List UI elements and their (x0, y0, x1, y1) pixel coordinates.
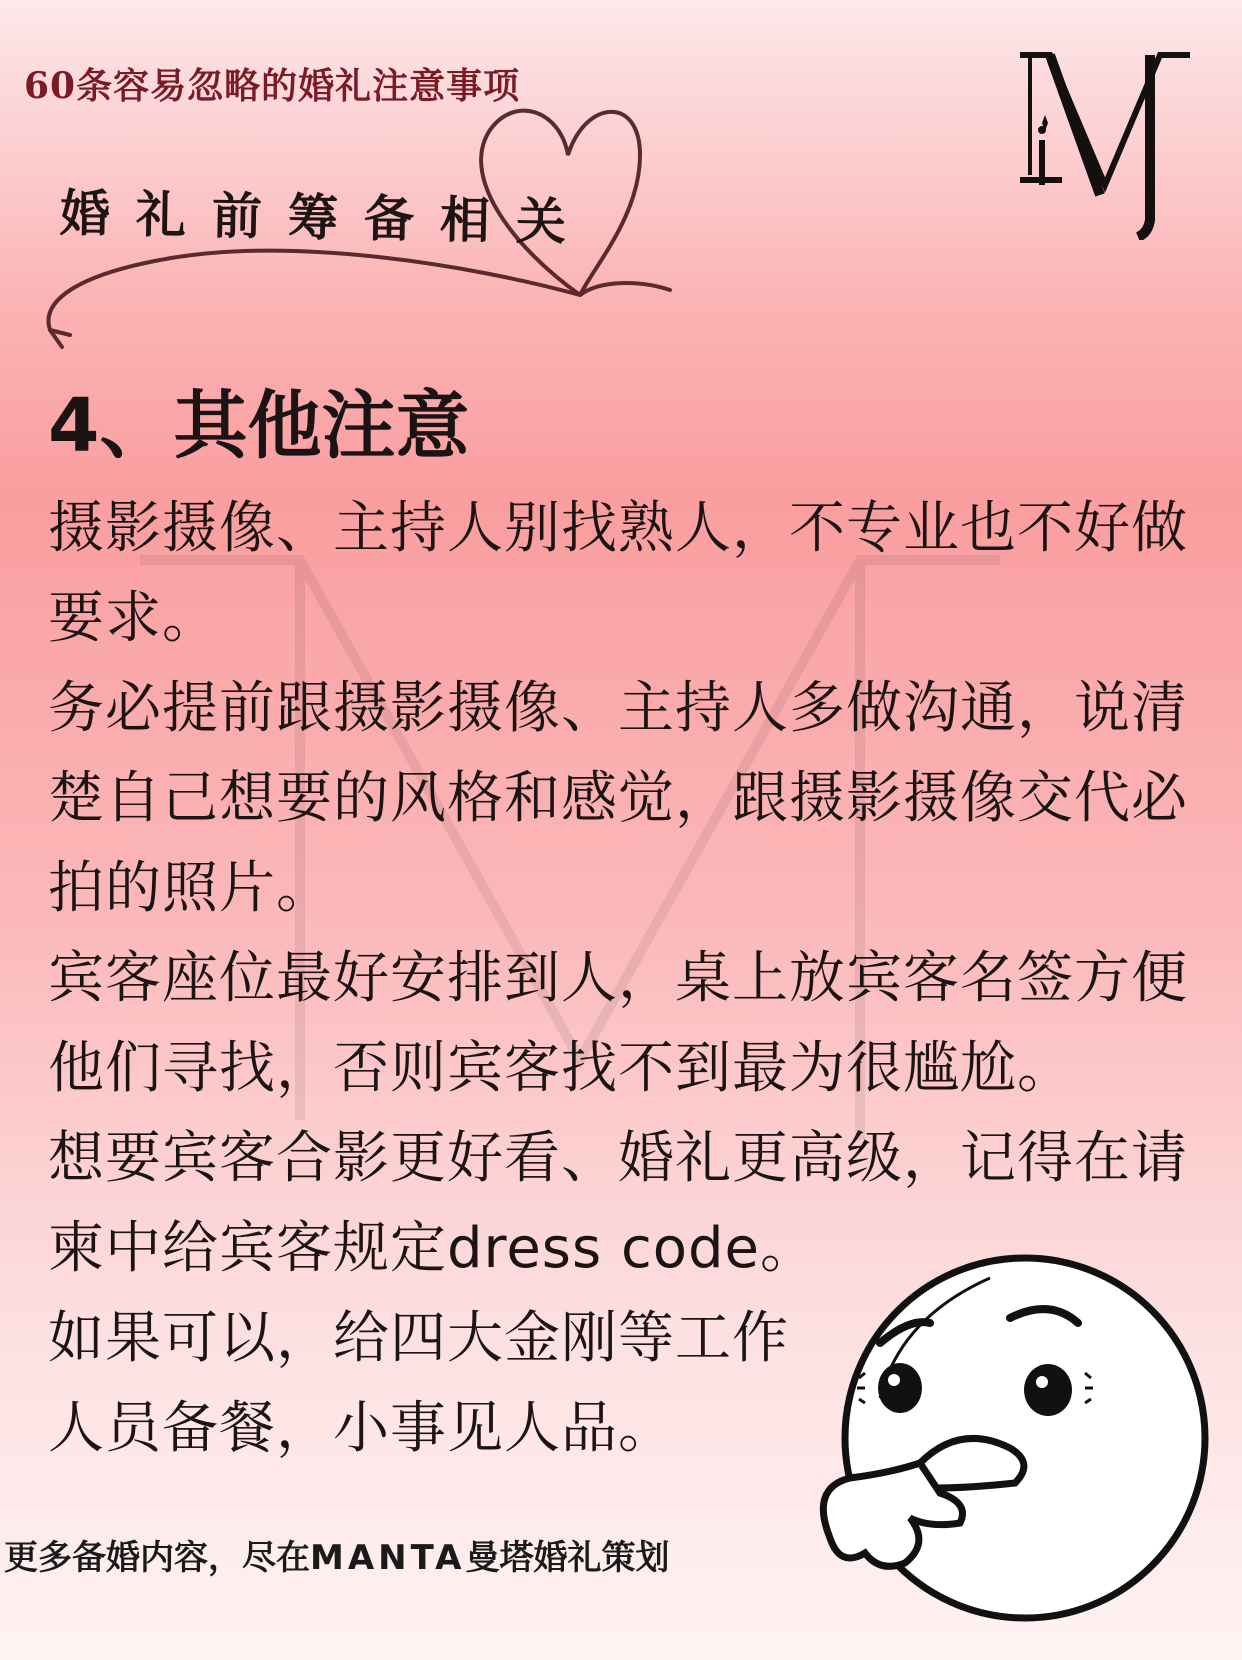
monogram-m-logo-icon (1020, 45, 1220, 240)
paragraph: 如果可以，给四大金刚等工作 (48, 1306, 789, 1371)
footer-brand-en: MANTA (310, 1538, 466, 1578)
paragraph: 想要宾客合影更好看、婚礼更高级，记得在请柬中给宾客规定dress code。 (48, 1126, 1188, 1281)
footer-brand-cn: 曼塔婚礼策划 (465, 1538, 670, 1578)
thinking-face-icon (810, 1248, 1230, 1628)
series-title: 60条容易忽略的婚礼注意事项 (24, 65, 521, 107)
paragraph: 人员备餐，小事见人品。 (48, 1396, 675, 1461)
footer-text: 更多备婚内容，尽在 (4, 1538, 310, 1578)
article-heading: 4、其他注意 (48, 383, 470, 469)
paragraph: 宾客座位最好安排到人，桌上放宾客名签方便他们寻找，否则宾客找不到最为很尴尬。 (48, 946, 1188, 1101)
paragraph: 摄影摄像、主持人别找熟人，不专业也不好做要求。 (48, 496, 1188, 651)
footer-promo (4, 1530, 669, 1579)
paragraph: 务必提前跟摄影摄像、主持人多做沟通，说清楚自己想要的风格和感觉，跟摄影摄像交代必拍的照片。 (48, 676, 1188, 921)
section-title: 婚礼前筹备相关 (59, 184, 593, 252)
